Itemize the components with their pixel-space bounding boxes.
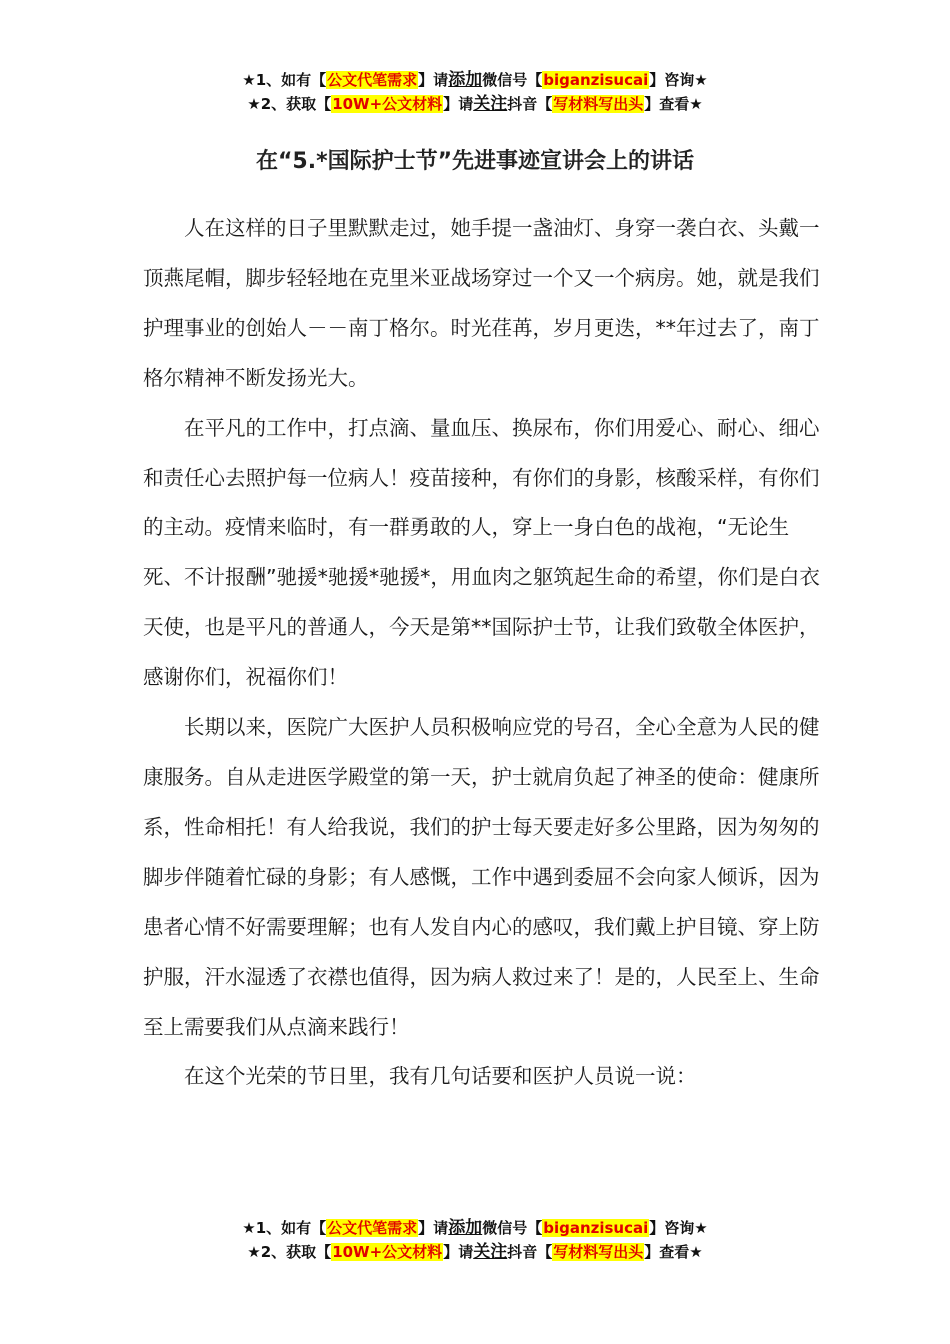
banner-line-2 bbox=[0, 1240, 950, 1264]
banner-text: 】请 bbox=[418, 1219, 449, 1237]
banner-text: 】查看★ bbox=[644, 1243, 703, 1261]
header-banner bbox=[0, 68, 950, 116]
banner-text: 】咨询★ bbox=[649, 1219, 708, 1237]
highlight-douyin-account: 写材料写出头 bbox=[553, 95, 644, 113]
highlight-materials: 10W+公文材料 bbox=[332, 1243, 443, 1261]
banner-line-1 bbox=[0, 68, 950, 92]
paragraph: 在平凡的工作中，打点滴、量血压、换尿布，你们用爱心、耐心、细心和责任心去照护每一位病人！疫苗接种，有你们的身影，核酸采样，有你们的主动。疫情来临时，有一群勇敢的人，穿上一身白色的战袍，“无论生死、不计报酬”驰援*驰援*驰援*，用血肉之躯筑起生命的希望，你们是白衣天使，也是平凡的普通人，今天是第**国际护士节，让我们致敬全体医护，感谢你们，祝福你们！ bbox=[143, 415, 820, 690]
banner-text: 】查看★ bbox=[644, 95, 703, 113]
document-title: 在“5.*国际护士节”先进事迹宣讲会上的讲话 bbox=[255, 149, 695, 174]
footer-banner bbox=[0, 1216, 950, 1264]
banner-emphasis: 添加 bbox=[448, 70, 483, 90]
banner-text: 】请 bbox=[418, 71, 449, 89]
banner-emphasis: 关注 bbox=[473, 94, 508, 114]
banner-text: 】请 bbox=[443, 1243, 474, 1261]
banner-text: 抖音【 bbox=[507, 95, 553, 113]
highlight-wechat-id: biganzisucai bbox=[543, 1219, 649, 1237]
banner-text: 微信号【 bbox=[482, 1219, 543, 1237]
paragraph: 在这个光荣的节日里，我有几句话要和医护人员说一说： bbox=[184, 1064, 697, 1089]
banner-text: ★1、如有【 bbox=[242, 71, 327, 89]
banner-emphasis: 添加 bbox=[448, 1218, 483, 1238]
highlight-materials: 10W+公文材料 bbox=[332, 95, 443, 113]
paragraph: 人在这样的日子里默默走过，她手提一盏油灯、身穿一袭白衣、头戴一顶燕尾帽，脚步轻轻地在克里米亚战场穿过一个又一个病房。她，就是我们护理事业的创始人－－南丁格尔。时光荏苒，岁月更迭，**年过去了，南丁格尔精神不断发扬光大。 bbox=[143, 216, 820, 390]
highlight-service: 公文代笔需求 bbox=[327, 1219, 418, 1237]
highlight-service: 公文代笔需求 bbox=[327, 71, 418, 89]
banner-text: 微信号【 bbox=[482, 71, 543, 89]
highlight-douyin-account: 写材料写出头 bbox=[553, 1243, 644, 1261]
banner-line-2 bbox=[0, 92, 950, 116]
highlight-wechat-id: biganzisucai bbox=[543, 71, 649, 89]
banner-text: 抖音【 bbox=[507, 1243, 553, 1261]
banner-text: 】咨询★ bbox=[649, 71, 708, 89]
banner-text: ★2、获取【 bbox=[247, 95, 332, 113]
banner-text: 】请 bbox=[443, 95, 474, 113]
banner-line-1 bbox=[0, 1216, 950, 1240]
banner-text: ★2、获取【 bbox=[247, 1243, 332, 1261]
paragraph: 长期以来，医院广大医护人员积极响应党的号召，全心全意为人民的健康服务。自从走进医学殿堂的第一天，护士就肩负起了神圣的使命：健康所系，性命相托！有人给我说，我们的护士每天要走好多公里路，因为匆匆的脚步伴随着忙碌的身影；有人感慨，工作中遇到委屈不会向家人倾诉，因为患者心情不好需要理解；也有人发自内心的感叹，我们戴上护目镜、穿上防护服，汗水湿透了衣襟也值得，因为病人救过来了！是的，人民至上、生命至上需要我们从点滴来践行！ bbox=[143, 715, 820, 1039]
banner-text: ★1、如有【 bbox=[242, 1219, 327, 1237]
document-body bbox=[143, 204, 823, 1102]
banner-emphasis: 关注 bbox=[473, 1242, 508, 1262]
